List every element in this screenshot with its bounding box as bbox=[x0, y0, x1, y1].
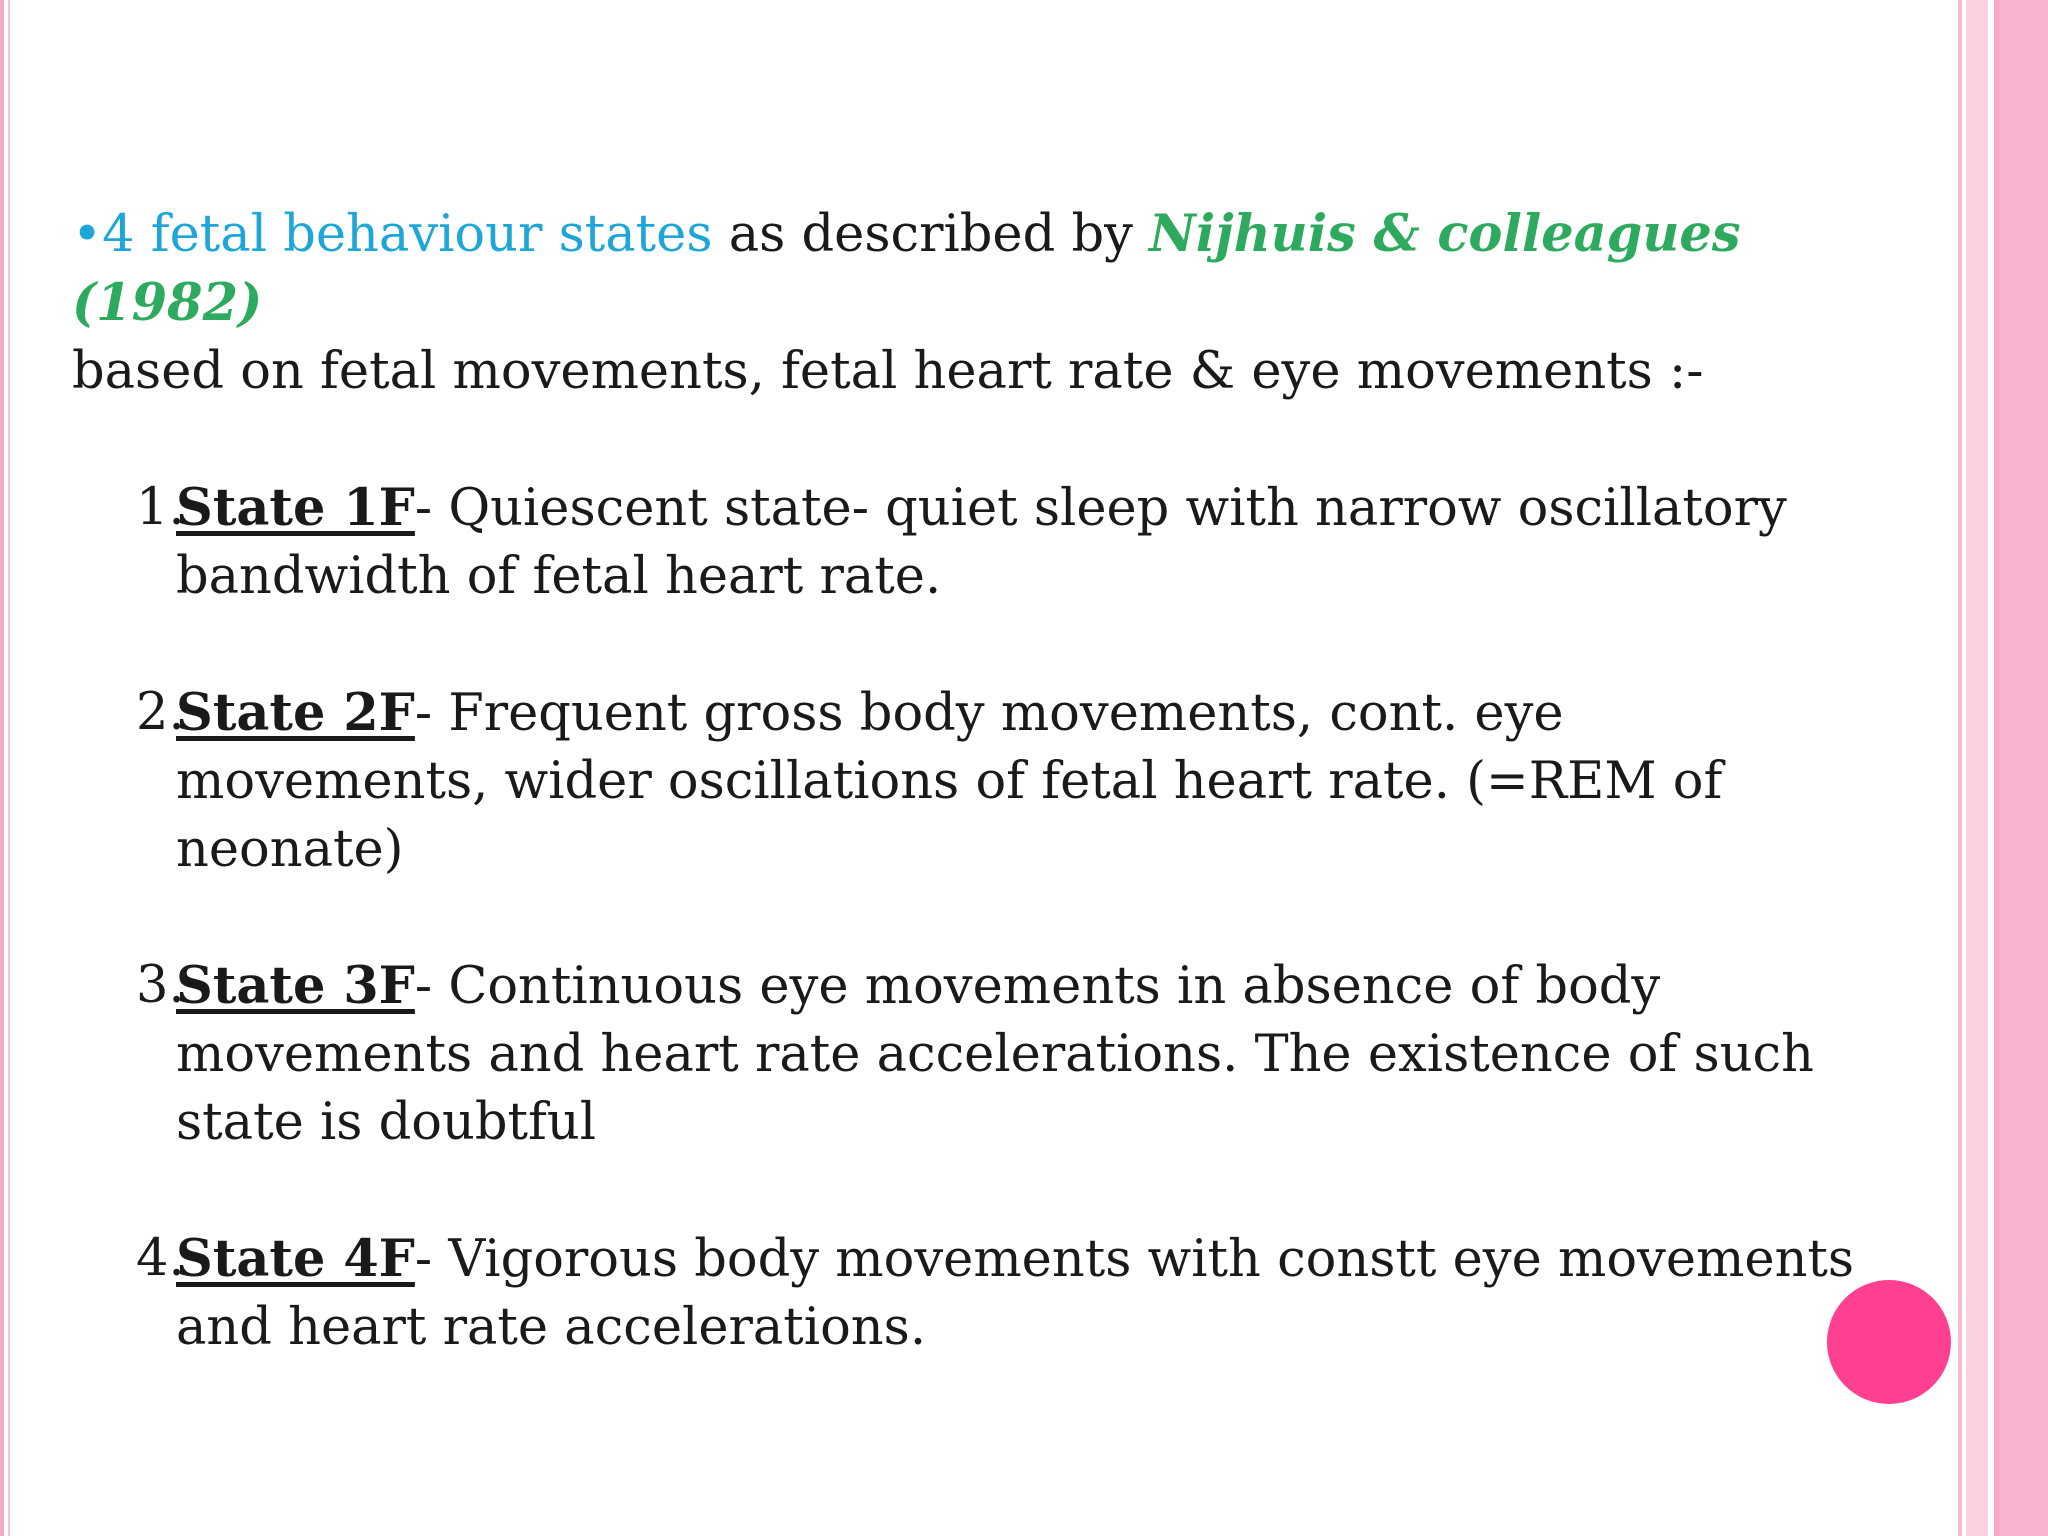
state-number: 1. bbox=[136, 478, 185, 537]
left-border-outer bbox=[0, 0, 4, 1536]
left-border-inner bbox=[8, 0, 10, 1536]
right-border-stripe-2 bbox=[1966, 0, 1988, 1536]
state-item-4 bbox=[136, 1225, 1912, 1362]
intro-paragraph bbox=[72, 200, 1912, 406]
state-label: State 1F bbox=[176, 478, 415, 538]
state-description-rest: bandwidth of fetal heart rate. bbox=[176, 547, 942, 606]
intro-line-2: based on fetal movements, fetal heart rate & eye movements :- bbox=[72, 342, 1704, 401]
state-description-rest: movements and heart rate accelerations. The existence of such state is doubtful bbox=[176, 1025, 1814, 1152]
state-item-2 bbox=[136, 679, 1912, 884]
intro-accent-text: 4 fetal behaviour states bbox=[102, 205, 713, 264]
state-number: 4. bbox=[136, 1229, 185, 1288]
state-number: 2. bbox=[136, 683, 185, 742]
intro-text: as described by bbox=[712, 205, 1150, 264]
state-item-3 bbox=[136, 952, 1912, 1157]
state-description-line1: - Quiescent state- quiet sleep with narrow oscillatory bbox=[414, 479, 1787, 538]
state-description-line1: - Vigorous body movements with constt eye movements bbox=[414, 1230, 1855, 1289]
state-label: State 3F bbox=[176, 956, 415, 1016]
state-description-rest: movements, wider oscillations of fetal heart rate. (=REM of neonate) bbox=[176, 752, 1723, 879]
state-label: State 4F bbox=[176, 1229, 415, 1289]
states-list bbox=[72, 474, 1912, 1362]
right-border-stripe-4 bbox=[2000, 0, 2048, 1536]
state-description-line1: - Frequent gross body movements, cont. eye bbox=[414, 684, 1564, 743]
state-item-1 bbox=[136, 474, 1912, 611]
state-description-line1: - Continuous eye movements in absence of body bbox=[414, 957, 1661, 1016]
slide-content bbox=[72, 200, 1912, 1362]
right-border-stripe-1 bbox=[1958, 0, 1962, 1536]
state-description-rest: and heart rate accelerations. bbox=[176, 1298, 927, 1357]
state-label: State 2F bbox=[176, 683, 415, 743]
intro-bullet: • bbox=[72, 205, 103, 264]
intro-citation: Nijhuis & colleagues (1982) bbox=[72, 204, 1741, 333]
state-number: 3. bbox=[136, 956, 185, 1015]
